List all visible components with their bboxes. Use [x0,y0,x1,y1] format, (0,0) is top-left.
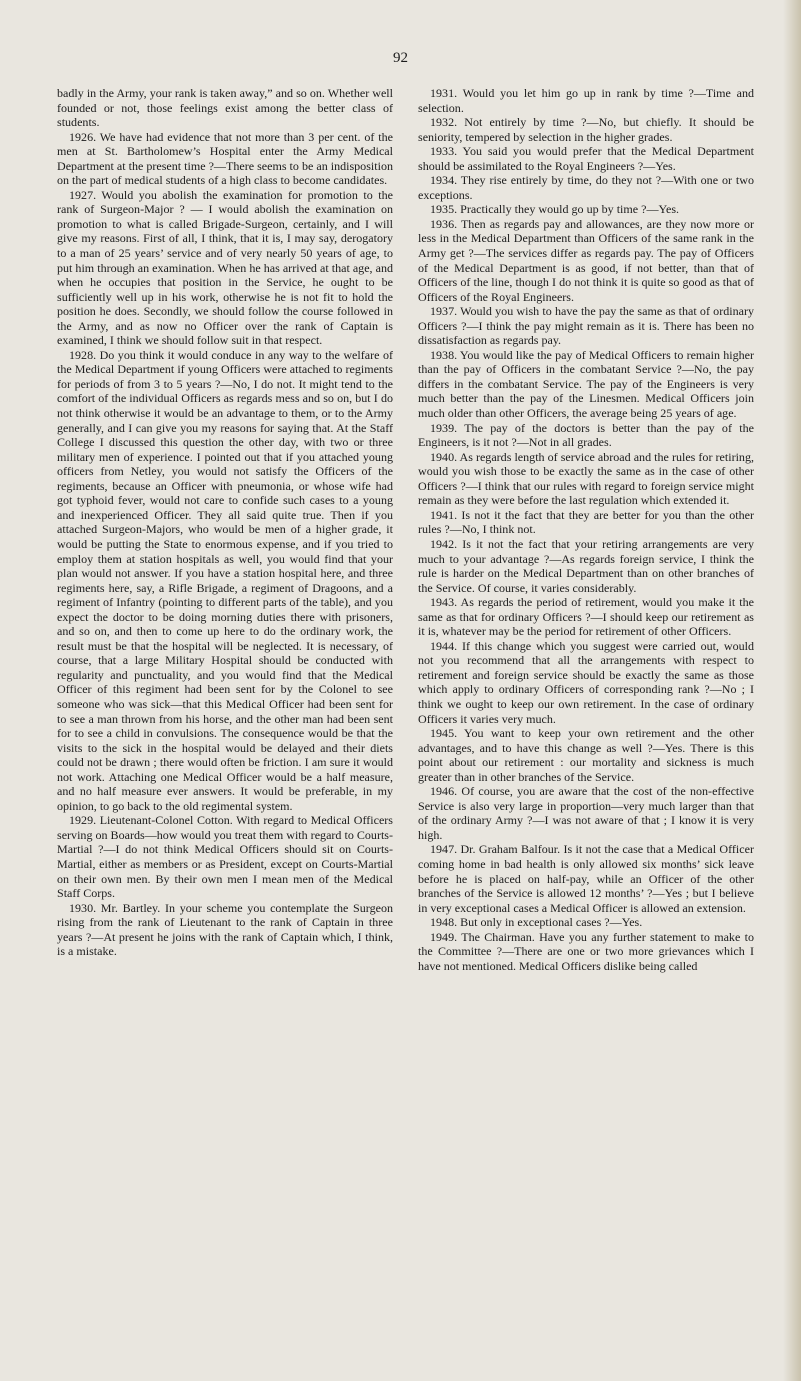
right-column [418,86,754,973]
page-edge-shadow [783,0,801,1381]
left-column [57,86,393,959]
question-paragraph: 1946. Of course, you are aware that the cost of the non-effective Service is also very large in proportion—very much larger than that of the ordinary Army ?—I was not aware of that ; I know it is very high. [418,784,754,842]
question-paragraph: 1939. The pay of the doctors is better than the pay of the Engineers, is it not ?—Not in all grades. [418,420,754,450]
question-paragraph: 1942. Is it not the fact that your retiring arrangements are very much to your advantage ?—As regards foreign service, I think the rule is harder on the Medical Department than on other branches of the Service. Of course, it varies considerably. [418,536,754,595]
question-paragraph: 1932. Not entirely by time ?—No, but chiefly. It should be seniority, tempered by selection in the higher grades. [418,115,754,144]
question-paragraph: 1927. Would you abolish the examination for promotion to the rank of Surgeon-Major ? — I would abolish the examination on promotion to what is called Brigade-Surgeon, certainly, and I will give my reasons. First of all, I think, that it is, I may say, derogatory to a man of 25 years’ service and of very nearly 50 years of age, to put him through an examination. When he has arrived at that age, and when he occupies that position in the Service, he ought to be sufficiently well up in his work, otherwise he is not fit to hold the position he does. Secondly, we should follow the course followed in the Army, and as now no Officer over the rank of Captain is examined, I think we should follow suit in that respect. [57,187,393,348]
question-paragraph: 1934. They rise entirely by time, do they not ?—With one or two exceptions. [418,173,754,202]
question-paragraph: 1944. If this change which you suggest were carried out, would not you recommend that all the arrangements with respect to retirement and foreign service should be exactly the same as those which apply to ordinary Officers of corresponding rank ?—No ; I think we ought to keep our own retirement. In the case of ordinary Officers it varies very much. [418,638,754,726]
question-paragraph: 1930. Mr. Bartley. In your scheme you contemplate the Surgeon rising from the rank of Lieutenant to the rank of Captain in three years ?—At present he joins with the rank of Captain which, I think, is a mistake. [57,900,393,959]
question-paragraph: 1933. You said you would prefer that the Medical Department should be assimilated to the Royal Engineers ?—Yes. [418,144,754,173]
question-paragraph: 1928. Do you think it would conduce in any way to the welfare of the Medical Department if young Officers were attached to regiments for periods of from 3 to 5 years ?—No, I do not. It might tend to the comfort of the individual Officers as regards mess and so on, but I do not think otherwise it would be an advantage to them, or to the Army generally, and I can give you my reasons for saying that. At the Staff College I discussed this question the other day, with two or three military men of experience. I pointed out that if you attached young officers from Netley, you would not satisfy the Officers of the regiments, because an Officer with pneumonia, or whose wife had got typhoid fever, would not care to confide such cases to a young and inexperienced Officer. They all said quite true. Then if you attached Surgeon-Majors, who would be men of a higher grade, it would be putting the State to enormous expense, and if you tried to employ them at station hospitals as well, you would find that your plan would not answer. If you have a station hospital here, and three regiments here, say, a Rifle Brigade, a regiment of Dragoons, and a regiment of Infantry (pointing to different parts of the table), and you expect the doctor to be doing morning duties there with prisoners, and so on, and then to come up here to do the ordinary work, the result must be that the hospital will be neglected. It is necessary, of course, that a large Military Hospital should be conducted with regularity and punctuality, and you would find that the Medical Officer of this regiment had been sent for by the Colonel to see someone who was sick—that this Medical Officer had been sent for to see a man thrown from his horse, and the other man had been sent for to see a child in convulsions. The consequence would be that the visits to the sick in the hospital would be delayed and their diets could not be drawn ; there would often be friction. I am sure it would not work. Attaching one Medical Officer would be a half measure, and no half measure ever answers. It would be preferable, in my opinion, to go back to the old regimental system. [57,347,393,813]
question-paragraph: 1947. Dr. Graham Balfour. Is it not the case that a Medical Officer coming home in bad health is only allowed six months’ sick leave before he is placed on half-pay, while an Officer of the other branches of the Service is allowed 12 months’ ?—Yes ; but I believe in very exceptional cases a Medical Officer is allowed an extension. [418,842,754,915]
question-paragraph: 1945. You want to keep your own retirement and the other advantages, and to have this change as well ?—Yes. There is this point about our retirement : our mortality and sickness is much greater than in other branches of the Service. [418,726,754,784]
page-number: 92 [393,50,408,66]
question-paragraph: 1943. As regards the period of retirement, would you make it the same as that for ordinary Officers ?—I should keep our retirement as it is, whatever may be the period for retirement of other Officers. [418,595,754,639]
question-paragraph: 1936. Then as regards pay and allowances, are they now more or less in the Medical Department than Officers of the same rank in the Army get ?—The services differ as regards pay. The pay of Officers of the Medical Department is as good, if not better, than that of Officers of the line, though I do not think it is quite so good as that of Officers of the Royal Engineers. [418,216,754,304]
question-paragraph: 1941. Is not it the fact that they are better for you than the other rules ?—No, I think not. [418,507,754,537]
question-paragraph: 1929. Lieutenant-Colonel Cotton. With regard to Medical Officers serving on Boards—how would you treat them with regard to Courts-Martial ?—I do not think Medical Officers should sit on Courts-Martial, either as members or as President, except on Courts-Martial on their own men. By their own men I mean men of the Medical Staff Corps. [57,813,393,901]
question-paragraph: 1926. We have had evidence that not more than 3 per cent. of the men at St. Bartholomew’s Hospital enter the Army Medical Department at the present time ?—There seems to be an indisposition on the part of medical students of a high class to become candidates. [57,129,393,188]
continued-paragraph: badly in the Army, your rank is taken away,” and so on. Whether well founded or not, those feelings exist among the better class of students. [57,86,393,130]
question-paragraph: 1948. But only in exceptional cases ?—Yes. [430,915,643,930]
question-paragraph: 1931. Would you let him go up in rank by time ?—Time and selection. [418,86,754,115]
question-paragraph: 1937. Would you wish to have the pay the same as that of ordinary Officers ?—I think the pay might remain as it is. There has been no dissatisfaction as regards pay. [418,304,754,348]
question-paragraph: 1949. The Chairman. Have you any further statement to make to the Committee ?—There are one or two more grievances which I have not mentioned. Medical Officers dislike being called [418,929,754,973]
question-paragraph: 1938. You would like the pay of Medical Officers to remain higher than the pay of Officers in the combatant Service ?—No, the pay differs in the combatant Service. The pay of the Engineers is very much better than the pay of the Linesmen. Medical Officers join much older than other Officers, the average being 25 years of age. [418,347,754,421]
question-paragraph: 1940. As regards length of service abroad and the rules for retiring, would you wish those to be exactly the same as in the case of other Officers ?—I think that our rules with regard to foreign service might remain as they were before the last regulation which extended it. [418,449,754,508]
question-paragraph: 1935. Practically they would go up by time ?—Yes. [430,202,680,217]
